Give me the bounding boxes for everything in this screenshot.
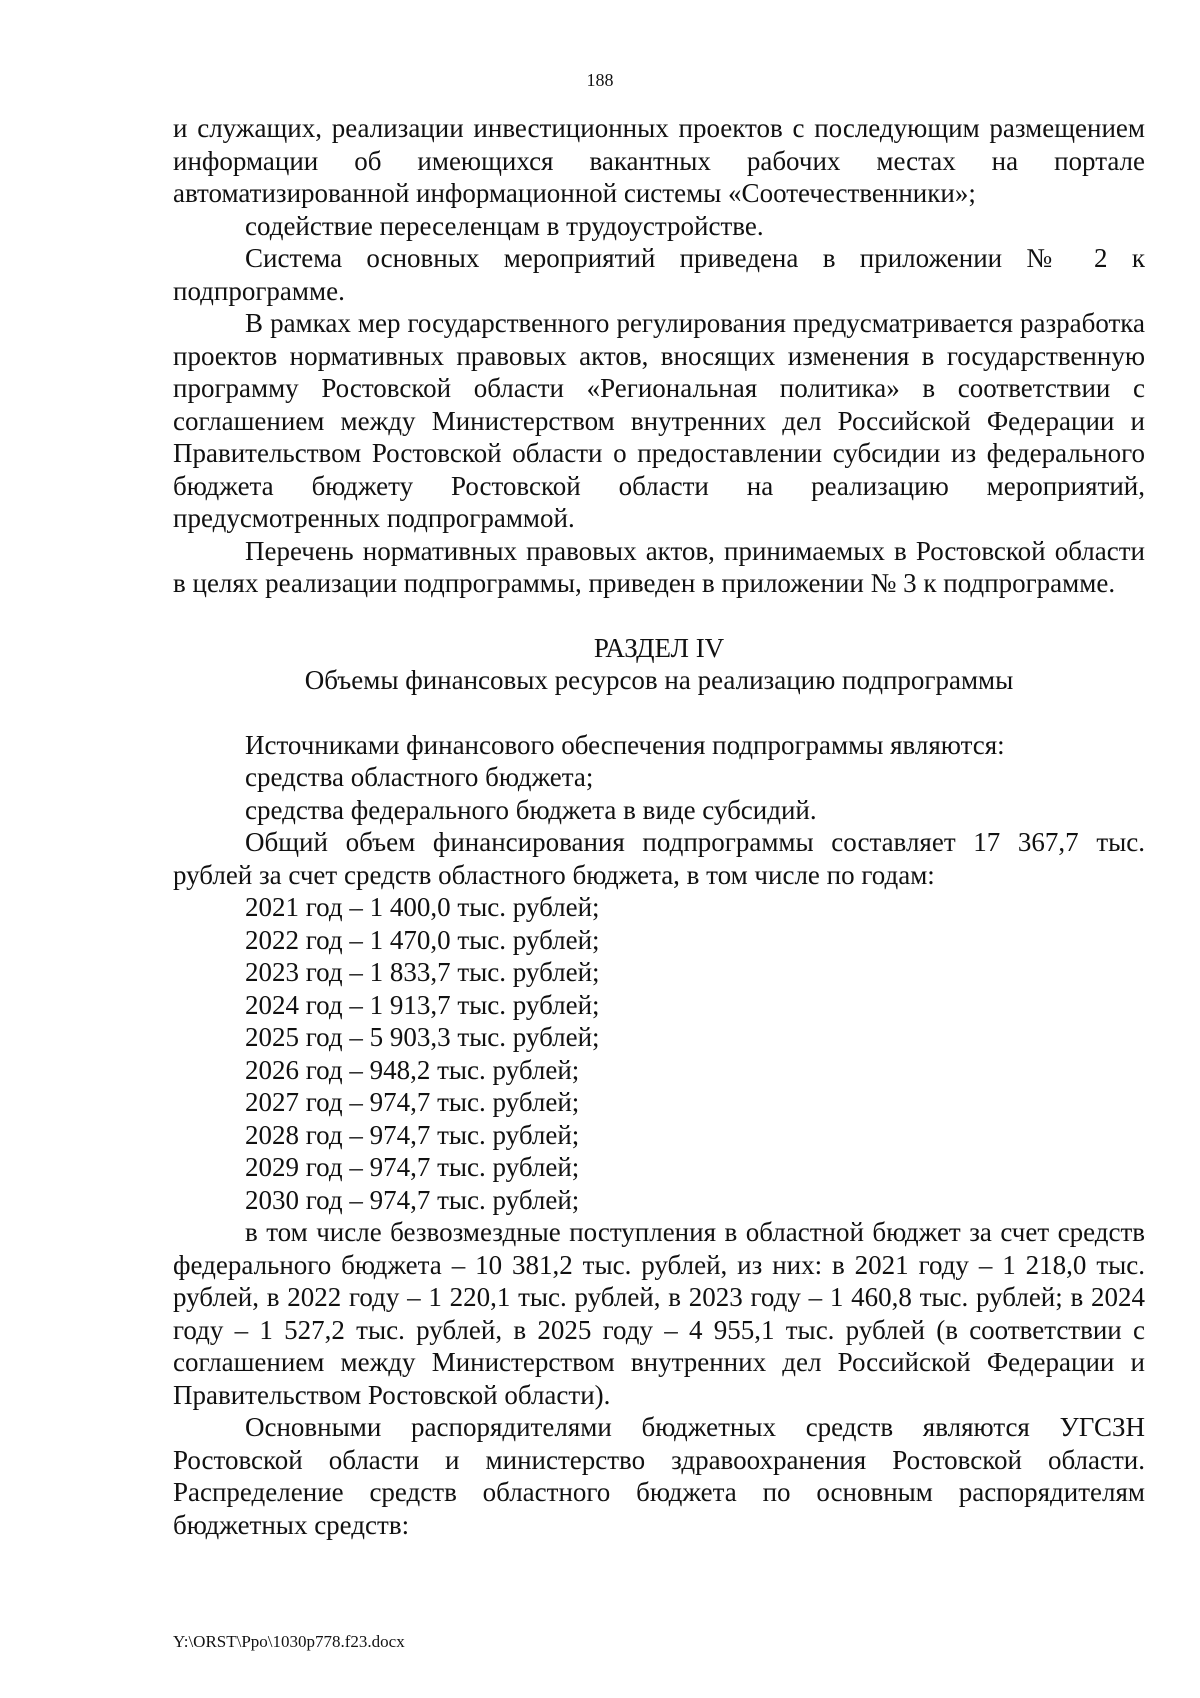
year-funding-item: 2024 год – 1 913,7 тыс. рублей; bbox=[245, 989, 600, 1020]
year-funding-item: 2029 год – 974,7 тыс. рублей; bbox=[245, 1152, 580, 1182]
total-funding-paragraph: Общий объем финансирования подпрограммы составляет 17 367,7 тыс. рублей за счет средств областного бюджета, в том числе по годам: bbox=[173, 827, 1145, 890]
paragraph: Система основных мероприятий приведена в приложении № 2 к подпрограмме. bbox=[173, 243, 1145, 306]
year-funding-item: 2023 год – 1 833,7 тыс. рублей; bbox=[245, 957, 600, 987]
year-funding-item: 2025 год – 5 903,3 тыс. рублей; bbox=[245, 1022, 600, 1052]
paragraph: В рамках мер государственного регулирования предусматривается разработка проектов нормативных правовых актов, вносящих изменения в государственную программу Ростовской области «Региональная политика» в соответствии с соглашением между Министерством внутренних дел Российской Федерации и Правительством Ростовской области о предоставлении субсидии из федерального бюджета бюджету Ростовской области на реализацию мероприятий, предусмотренных подпрограммой. bbox=[173, 308, 1145, 533]
year-funding-item: 2030 год – 974,7 тыс. рублей; bbox=[245, 1184, 580, 1215]
footer-file-path: Y:\ORST\Ppo\1030p778.f23.docx bbox=[173, 1632, 405, 1651]
federal-funding-paragraph: в том числе безвозмездные поступления в областной бюджет за счет средств федерального бюджета – 10 381,2 тыс. рублей, из них: в 2021 году – 1 218,0 тыс. рублей, в 2022 году – 1 220,1 тыс. рублей, в 2023 году – 1 460,8 тыс. рублей; в 2024 году – 1 527,2 тыс. рублей, в 2025 году – 4 955,1 тыс. рублей (в соответствии с соглашением между Министерством внутренних дел Российской Федерации и Правительством Ростовской области). bbox=[173, 1217, 1145, 1410]
paragraph: Перечень нормативных правовых актов, принимаемых в Ростовской области в целях реализации подпрограммы, приведен в приложении № 3 к подпрограмме. bbox=[173, 535, 1145, 598]
year-funding-item: 2026 год – 948,2 тыс. рублей; bbox=[245, 1054, 580, 1085]
section-title: РАЗДЕЛ IV bbox=[593, 632, 725, 663]
year-funding-item: 2027 год – 974,7 тыс. рублей; bbox=[245, 1087, 580, 1117]
year-funding-item: 2028 год – 974,7 тыс. рублей; bbox=[245, 1119, 580, 1150]
paragraph: содействие переселенцам в трудоустройстве. bbox=[245, 210, 764, 241]
source-item: средства областного бюджета; bbox=[245, 762, 594, 792]
paragraph: Основными распорядителями бюджетных средств являются УГСЗН Ростовской области и министерство здравоохранения Ростовской области. Распределение средств областного бюджета по основным распорядителям бюджетных средств: bbox=[173, 1412, 1145, 1540]
page-number: 188 bbox=[586, 70, 614, 90]
year-funding-item: 2021 год – 1 400,0 тыс. рублей; bbox=[245, 892, 600, 922]
section-subtitle: Объемы финансовых ресурсов на реализацию подпрограммы bbox=[304, 665, 1014, 695]
paragraph-continuation: и служащих, реализации инвестиционных проектов с последующим размещением информации об имеющихся вакантных рабочих местах на портале автоматизированной информационной системы «Соотечественники»; bbox=[173, 113, 1145, 208]
source-item: средства федерального бюджета в виде субсидий. bbox=[245, 794, 817, 825]
document-body bbox=[173, 112, 1145, 1541]
year-funding-item: 2022 год – 1 470,0 тыс. рублей; bbox=[245, 924, 600, 955]
sources-intro: Источниками финансового обеспечения подпрограммы являются: bbox=[245, 729, 1005, 760]
